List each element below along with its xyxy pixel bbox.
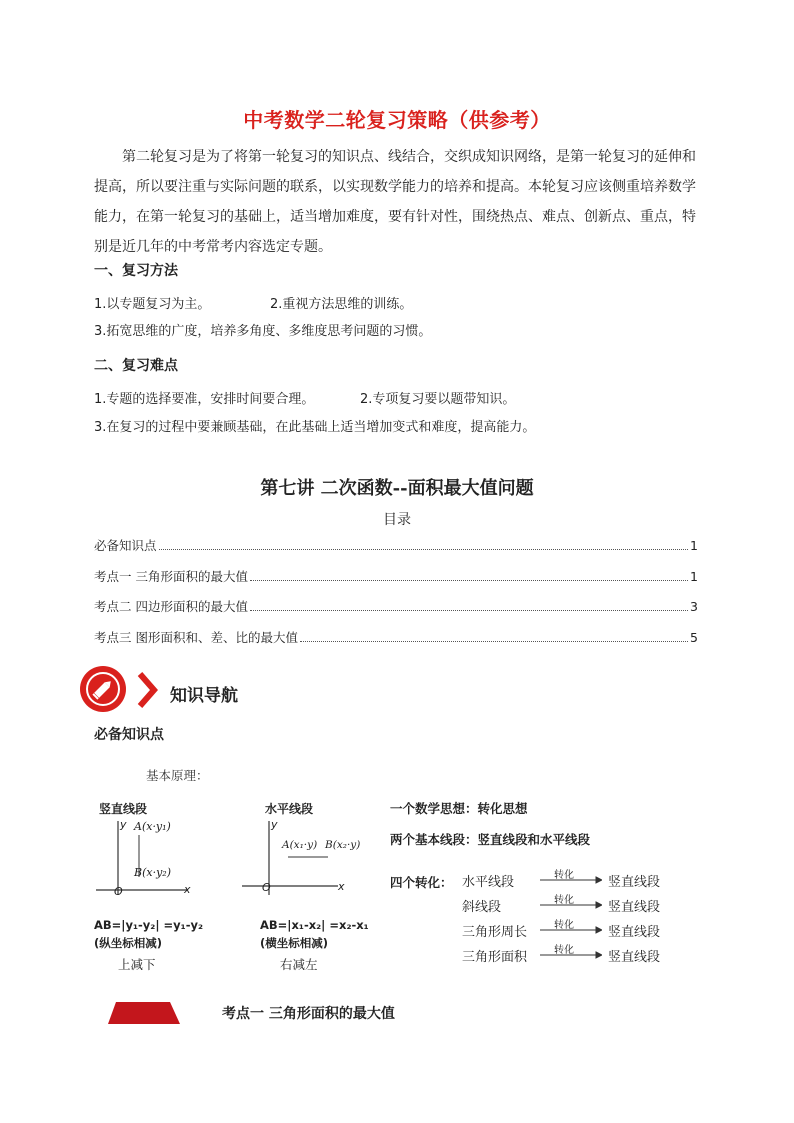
lecture-title: 第七讲 二次函数--面积最大值问题 xyxy=(260,478,534,499)
math-thought: 一个数学思想：转化思想 xyxy=(390,801,528,816)
point-a-label: A(x·y₁) xyxy=(134,820,171,833)
vertical-note: (纵坐标相减) xyxy=(94,936,163,950)
toc-title: 目录 xyxy=(383,512,411,528)
arrow-head xyxy=(596,952,602,958)
toc-leader xyxy=(300,641,688,642)
horizontal-segment-diagram xyxy=(238,815,348,900)
pencil-icon xyxy=(86,672,120,706)
horizontal-formula: AB=|x₁-x₂| =x₂-x₁ xyxy=(260,918,369,932)
page-title: 中考数学二轮复习策略（供参考） xyxy=(243,108,551,132)
conversion-to: 竖直线段 xyxy=(608,900,661,915)
horizontal-segment-label: 水平线段 xyxy=(265,802,314,816)
conversion-to: 竖直线段 xyxy=(608,925,661,940)
conversion-to: 竖直线段 xyxy=(608,875,661,890)
x-axis-label: x xyxy=(184,883,191,896)
toc-label: 必备知识点 xyxy=(94,538,157,553)
arrow-label: 转化 xyxy=(554,920,574,931)
point-b-label: B(x₂·y) xyxy=(325,839,361,851)
arrow-head xyxy=(596,927,602,933)
point-b-label: B(x·y₂) xyxy=(134,866,171,879)
toc-row[interactable] xyxy=(94,628,698,646)
section-heading-methods: 一、复习方法 xyxy=(94,263,178,279)
toc-row[interactable] xyxy=(94,567,698,585)
must-know-heading: 必备知识点 xyxy=(94,727,164,743)
toc-page: 1 xyxy=(690,538,698,553)
conversion-from: 水平线段 xyxy=(462,875,515,890)
basic-principle: 基本原理： xyxy=(146,768,209,783)
vertical-segment-label: 竖直线段 xyxy=(99,802,148,816)
list-item: 1.专题的选择要准，安排时间要合理。 xyxy=(94,392,315,407)
toc-page: 5 xyxy=(690,630,698,645)
list-item: 2.专项复习要以题带知识。 xyxy=(360,392,516,407)
toc-leader xyxy=(250,610,688,611)
horizontal-hint: 右减左 xyxy=(280,957,318,972)
arrow-label: 转化 xyxy=(554,870,574,881)
list-item: 3.在复习的过程中要兼顾基础，在此基础上适当增加变式和难度，提高能力。 xyxy=(94,420,536,435)
toc-label: 考点一 三角形面积的最大值 xyxy=(94,569,248,584)
arrow-head xyxy=(596,902,602,908)
four-conversions-label: 四个转化： xyxy=(390,875,453,890)
list-item: 1.以专题复习为主。 xyxy=(94,297,211,312)
toc-leader xyxy=(250,580,688,581)
chevron-right-icon xyxy=(135,670,161,710)
conversion-arrows xyxy=(538,870,602,970)
toc-page: 3 xyxy=(690,599,698,614)
section-marker xyxy=(108,1002,182,1024)
nav-title: 知识导航 xyxy=(170,686,238,706)
arrow-head xyxy=(596,877,602,883)
kaodian-one-title: 考点一 三角形面积的最大值 xyxy=(222,1006,395,1022)
point-a-label: A(x₁·y) xyxy=(282,839,318,851)
vertical-hint: 上减下 xyxy=(118,957,156,972)
horizontal-note: (横坐标相减) xyxy=(260,936,329,950)
intro-paragraph: 第二轮复习是为了将第一轮复习的知识点、线结合，交织成知识网络，是第一轮复习的延伸和提高，所以要注重与实际问题的联系，以实现数学能力的培养和提高。本轮复习应该侧重培养数学能力，在第一轮复习的基础上，适当增加难度，要有针对性，围绕热点、难点、创新点、重点，特别是近几年的中考常考内容选定专题。 xyxy=(94,149,696,255)
y-axis-label: y xyxy=(271,818,278,831)
toc-leader xyxy=(159,549,689,550)
conversion-from: 斜线段 xyxy=(462,900,502,915)
toc-row[interactable] xyxy=(94,597,698,615)
toc-row[interactable] xyxy=(94,536,698,554)
arrow-label: 转化 xyxy=(554,945,574,956)
list-item: 2.重视方法思维的训练。 xyxy=(270,297,413,312)
toc-page: 1 xyxy=(690,569,698,584)
y-axis-label: y xyxy=(120,818,127,831)
vertical-formula: AB=|y₁-y₂| =y₁-y₂ xyxy=(94,918,204,932)
toc-label: 考点二 四边形面积的最大值 xyxy=(94,599,248,614)
list-item: 3.拓宽思维的广度，培养多角度、多维度思考问题的习惯。 xyxy=(94,324,432,339)
arrow-label: 转化 xyxy=(554,895,574,906)
conversion-from: 三角形周长 xyxy=(462,925,528,940)
conversion-from: 三角形面积 xyxy=(462,950,528,965)
two-segments: 两个基本线段：竖直线段和水平线段 xyxy=(390,832,591,847)
toc-label: 考点三 图形面积和、差、比的最大值 xyxy=(94,630,298,645)
x-axis-label: x xyxy=(338,880,345,893)
origin-label: O xyxy=(262,881,271,894)
origin-label: O xyxy=(114,885,123,898)
section-heading-difficulties: 二、复习难点 xyxy=(94,358,178,374)
conversion-to: 竖直线段 xyxy=(608,950,661,965)
